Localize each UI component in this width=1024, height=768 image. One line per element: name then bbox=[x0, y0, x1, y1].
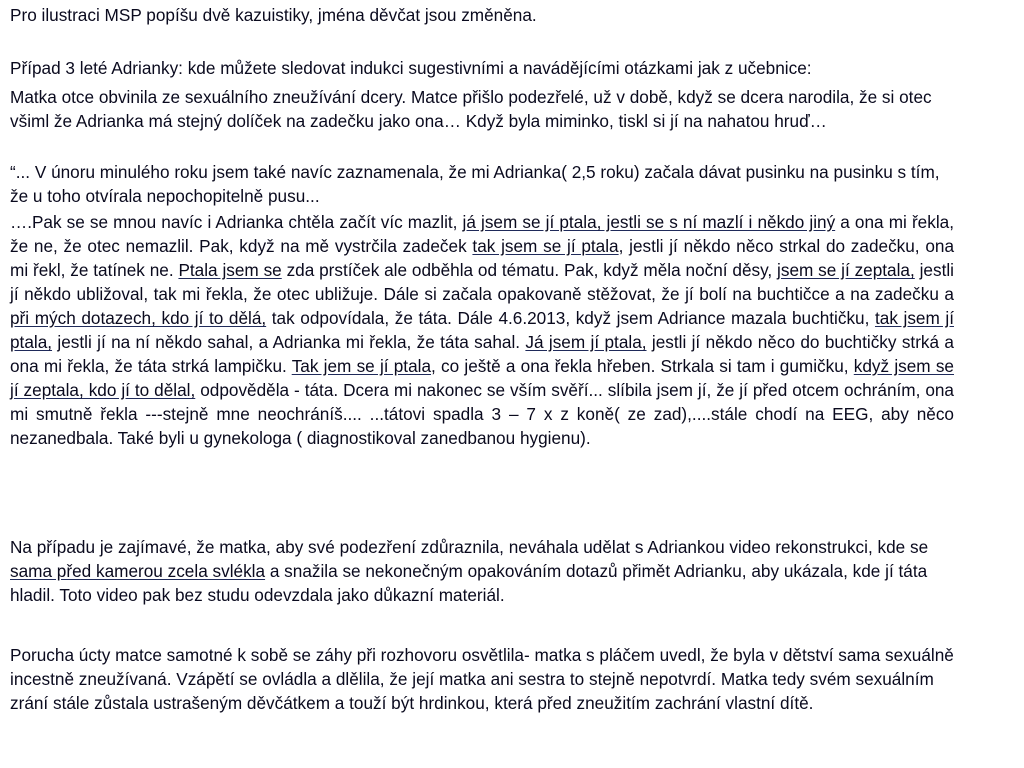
intro-paragraph: Pro ilustraci MSP popíšu dvě kazuistiky, jména děvčat jsou změněna. bbox=[10, 5, 537, 25]
text-run: odpověděla - táta. Dcera mi nakonec se vším svěří... slíbila jsem jí, že jí před otcem ochráním, ona mi smutně řekla ---stejně mne neochráníš.... ...tátovi spadla 3 – 7 x z koně( ze zad),....stále chodí na EEG, aby něco nezanedbala. Také byli u gynekologa ( diagnostikoval zanedbanou hygienu). bbox=[10, 380, 954, 448]
text-run: jestli jí na ní někdo sahal, a Adrianka mi řekla, že táta sahal. bbox=[52, 332, 526, 352]
text-run: ….Pak se se mnou navíc i Adrianka chtěla začít víc mazlit, bbox=[10, 212, 463, 232]
text-run: a ona mi řekla, že ne, že otec nemazlil. Pak, když na mě vystrčila zadeček bbox=[10, 212, 954, 256]
text-run: jestli jí někdo něco do buchtičky strká a ona mi řekla, že táta strká lampičku. bbox=[10, 332, 954, 376]
underlined-question-text: tak jsem se jí ptala bbox=[472, 236, 619, 256]
underlined-question-text: Ptala jsem se bbox=[178, 260, 282, 280]
underlined-question-text: při mých dotazech, kdo jí to dělá, bbox=[10, 308, 267, 328]
underlined-question-text: já jsem se jí ptala, jestli se s ní mazlí i někdo jiný bbox=[462, 212, 836, 232]
underlined-question-text: Tak jem se jí ptala bbox=[291, 356, 432, 376]
case-heading: Případ 3 leté Adrianky: kde můžete sledovat indukci sugestivními a navádějícími otázkami jak z učebnice: bbox=[10, 58, 812, 78]
mother-quote-paragraph: “... V únoru minulého roku jsem také navíc zaznamenala, že mi Adrianka( 2,5 roku) začala dávat pusinku na pusinku s tím, že u toho otvírala nepochopitelně pusu... bbox=[10, 162, 940, 206]
text-run: , jestli jí někdo něco strkal do zadečku, ona mi řekl, že tatínek ne. bbox=[10, 236, 954, 280]
text-run: a snažila se nekonečným opakováním dotazů přimět Adrianku, aby ukázala, kde jí táta hladil. Toto video pak bez studu odevzdala jako důkazní materiál. bbox=[10, 561, 928, 605]
mother-account-paragraph bbox=[10, 210, 954, 450]
text-run: tak odpovídala, že táta. Dále 4.6.2013, když jsem Adriance mazala buchtičku, bbox=[266, 308, 875, 328]
underlined-question-text: Já jsem jí ptala, bbox=[525, 332, 647, 352]
mother-self-respect-paragraph: Porucha úcty matce samotné k sobě se záhy při rozhovoru osvětlila- matka s pláčem uvedl, že byla v dětství sama sexuálně incestně zneužívaná. Vzápětí se ovládla a dlělila, že její matka ani sestra to stejně nepotvrdí. Matka tedy svém sexuálním zrání stále zůstala ustrašeným děvčátkem a touží být hrdinkou, která před zneužitím zachrání vlastní dítě. bbox=[10, 645, 954, 713]
underlined-question-text: jsem se jí zeptala, bbox=[777, 260, 915, 280]
text-run: , co ještě a ona řekla hřeben. Strkala si tam i gumičku, bbox=[431, 356, 854, 376]
text-run: zda prstíček ale odběhla od tématu. Pak, když měla noční děsy, bbox=[281, 260, 778, 280]
case-summary-paragraph: Matka otce obvinila ze sexuálního zneužívání dcery. Matce přišlo podezřelé, už v době, když se dcera narodila, že si otec všiml že Adrianka má stejný dolíček na zadečku jako ona… Když byla miminko, tiskl si jí na nahatou hruď… bbox=[10, 87, 932, 131]
underlined-question-text: když jsem se jí zeptala, kdo jí to dělal, bbox=[10, 356, 954, 400]
underlined-question-text: tak jsem jí ptala, bbox=[10, 308, 954, 352]
underlined-question-text: sama před kamerou zcela svlékla bbox=[10, 561, 266, 581]
text-run: Na případu je zajímavé, že matka, aby své podezření zdůraznila, neváhala udělat s Adriankou video rekonstrukci, kde se bbox=[10, 537, 929, 557]
video-reconstruction-paragraph bbox=[10, 535, 954, 607]
text-run: jestli jí někdo ubližoval, tak mi řekla, že otec ubližuje. Dále si začala opakovaně stěžovat, že jí bolí na buchtičce a na zadečku a bbox=[10, 260, 955, 304]
